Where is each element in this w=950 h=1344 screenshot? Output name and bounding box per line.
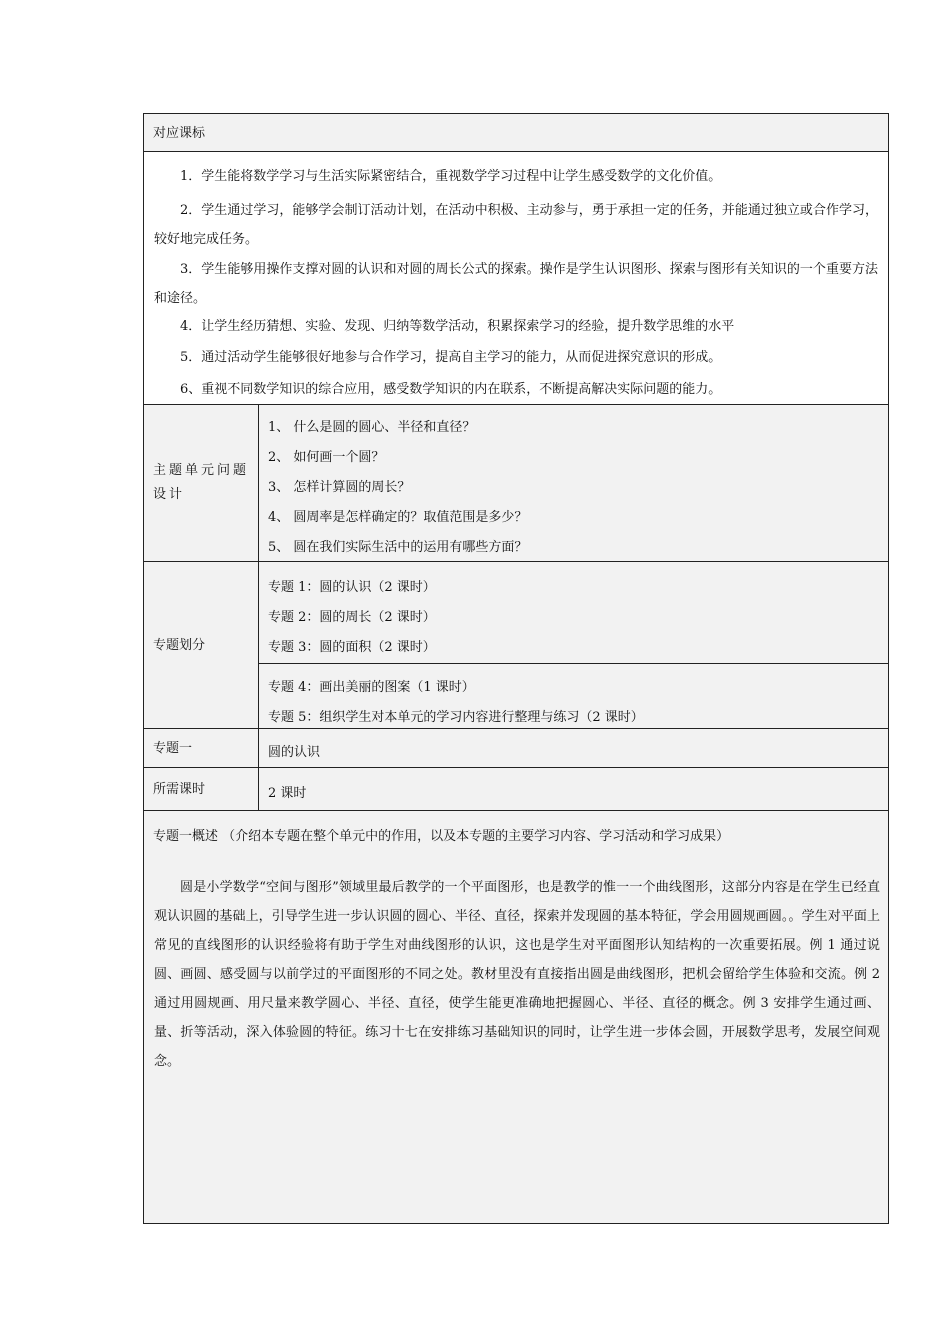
- standard-item-4: 4．让学生经历猜想、实验、发现、归纳等数学活动，积累探索学习的经验，提升数学思维的水平: [180, 319, 735, 334]
- unit-question-3: 3、 怎样计算圆的周长？: [268, 480, 411, 495]
- topic-division-label: 专题划分: [153, 638, 206, 653]
- column-divider: [258, 729, 259, 767]
- unit-question-2: 2、 如何画一个圆？: [268, 450, 385, 465]
- standard-item-1: 1．学生能将数学学习与生活实际紧密结合，重视数学学习过程中让学生感受数学的文化价值。: [180, 169, 722, 184]
- topic-item-1: 专题 1：圆的认识（2 课时）: [268, 580, 436, 595]
- column-divider: [258, 768, 259, 810]
- standard-item-6: 6、重视不同数学知识的综合应用，感受数学知识的内在联系，不断提高解决实际问题的能力。: [180, 382, 722, 397]
- standard-item-2: 2．学生通过学习，能够学会制订活动计划，在活动中积极、主动参与，勇于承担一定的任务，并能通过独立或合作学习，较好地完成任务。: [154, 203, 878, 247]
- unit-question-5: 5、 圆在我们实际生活中的运用有哪些方面？: [268, 540, 528, 555]
- topic-item-4: 专题 4：画出美丽的图案（1 课时）: [268, 680, 475, 695]
- standard-item-5: 5．通过活动学生能够很好地参与合作学习，提高自主学习的能力，从而促进探究意识的形成。: [180, 350, 722, 365]
- topic-item-2: 专题 2：圆的周长（2 课时）: [268, 610, 436, 625]
- unit-question-1: 1、 什么是圆的圆心、半径和直径？: [268, 420, 476, 435]
- topic-one-value: 圆的认识: [268, 745, 321, 760]
- topic-division-row: [144, 562, 888, 729]
- topic-one-row: [144, 729, 888, 768]
- overview-body: 圆是小学数学“空间与图形”领域里最后教学的一个平面图形，也是教学的惟一一个曲线图形，这部分内容是在学生已经直观认识圆的基础上，引导学生进一步认识圆的圆心、半径、直径，探索并发现圆的基本特征，学会用圆规画圆。。学生对平面上常见的直线图形的认识经验将有助于学生对曲线图形的认识，这也是学生对平面图形认知结构的一次重要拓展。例 1 通过说圆、画圆、感受圆与以前学过的平面图形的不同之处。教材里没有直接指出圆是曲线图形，把机会留给学生体验和交流。例 2 通过用圆规画、用尺量来教学圆心、半径、直径，使学生能更准确地把握圆心、半径、直径的概念。例 3 安排学生通过画、量、折等活动，深入体验圆的特征。练习十七在安排练习基础知识的同时，让学生进一步体会圆，开展数学思考，发展空间观念。: [154, 880, 880, 1069]
- column-divider: [258, 562, 259, 728]
- topic-one-label: 专题一: [153, 741, 193, 756]
- course-standard-heading: 对应课标: [153, 126, 206, 141]
- lesson-plan-table: [143, 113, 889, 1224]
- overview-section: [144, 811, 888, 1223]
- unit-questions-label: 主题单元问题设计: [153, 463, 250, 502]
- hours-value: 2 课时: [268, 786, 307, 801]
- unit-questions-row: [144, 405, 888, 562]
- standard-item-3: 3．学生能够用操作支撑对圆的认识和对圆的周长公式的探索。操作是学生认识图形、探索与图形有关知识的一个重要方法和途径。: [154, 262, 878, 306]
- course-standard-header: [144, 114, 888, 152]
- unit-question-4: 4、 圆周率是怎样确定的？取值范围是多少？: [268, 510, 528, 525]
- topic-item-3: 专题 3：圆的面积（2 课时）: [268, 640, 436, 655]
- hours-row: [144, 768, 888, 811]
- course-standard-content: [144, 152, 888, 405]
- column-divider: [258, 405, 259, 561]
- overview-heading: 专题一概述 （介绍本专题在整个单元中的作用，以及本专题的主要学习内容、学习活动和学习成果）: [153, 829, 730, 844]
- hours-label: 所需课时: [153, 782, 206, 797]
- topic-division-divider: [258, 663, 888, 664]
- topic-item-5: 专题 5：组织学生对本单元的学习内容进行整理与练习（2 课时）: [268, 710, 644, 725]
